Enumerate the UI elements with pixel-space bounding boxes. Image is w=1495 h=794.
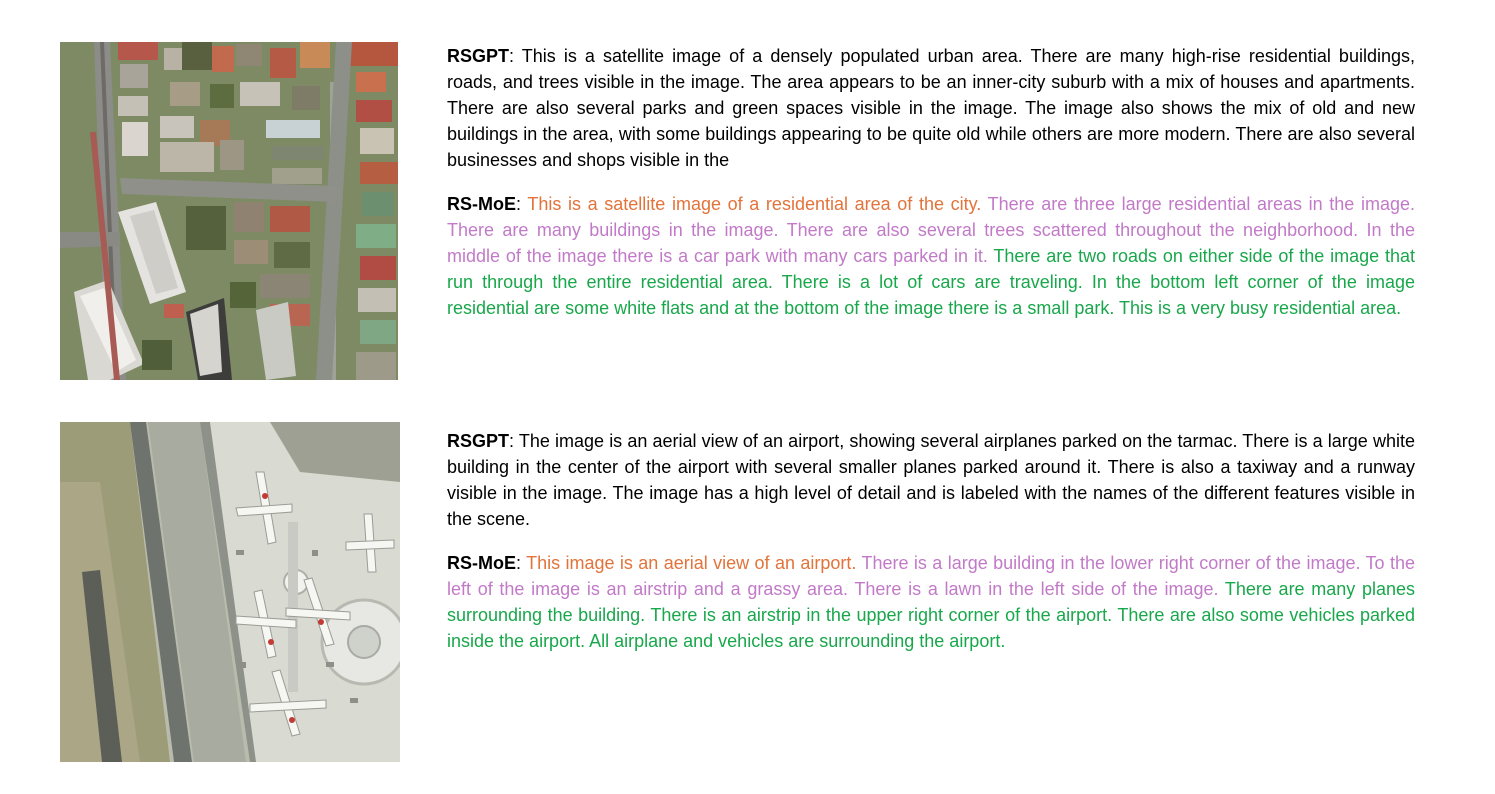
rsgpt-caption — [447, 428, 1415, 532]
model-label: RS-MoE — [447, 194, 516, 214]
model-label: RS-MoE — [447, 553, 516, 573]
model-label: RSGPT — [447, 431, 510, 451]
caption-segment-detail: There are three large residential areas in the image. There are many buildings in the image. There are also several trees scattered throughout the neighborhood. In the middle of the image there is a car park with many cars parked in it. — [447, 194, 1415, 266]
rsgpt-caption — [447, 43, 1415, 173]
caption-text: This is a satellite image of a densely populated urban area. There are many high-rise residential buildings, roads, and trees visible in the image. The area appears to be an inner-city suburb with a mix of houses and apartments. There are also several parks and green spaces visible in the image. The image also shows the mix of old and new buildings in the area, with some buildings appearing to be quite old while others are more modern. There are also several businesses and shops visible in the — [447, 46, 1415, 170]
caption-segment-overview: This is a satellite image of a residential area of the city. — [527, 194, 988, 214]
label-separator: : — [516, 194, 528, 214]
residential-captions — [447, 43, 1415, 321]
airport-captions — [447, 428, 1415, 654]
caption-text: The image is an aerial view of an airport, showing several airplanes parked on the tarmac. There is a large white building in the center of the airport with several smaller planes parked around it. There is also a taxiway and a runway visible in the image. The image has a high level of detail and is labeled with the names of the different features visible in the scene. — [447, 431, 1415, 529]
rsmoe-caption — [447, 191, 1415, 321]
rsmoe-caption — [447, 550, 1415, 654]
model-label: RSGPT — [447, 46, 510, 66]
label-separator: : — [509, 46, 522, 66]
residential-satellite-image — [60, 42, 398, 380]
label-separator: : — [509, 431, 519, 451]
caption-segment-objects: There are many planes surrounding the building. There is an airstrip in the upper right corner of the airport. There are also some vehicles parked inside the airport. All airplane and vehicles are surrounding the airport. — [447, 579, 1416, 651]
label-separator: : — [516, 553, 527, 573]
example-airport — [0, 400, 1495, 794]
caption-segment-objects: There are two roads on either side of the image that run through the entire residential area. There is a lot of cars are traveling. In the bottom left corner of the image residential are some white flats and at the bottom of the image there is a small park. This is a very busy residential area. — [447, 246, 1415, 318]
caption-segment-overview: This image is an aerial view of an airport. — [526, 553, 862, 573]
caption-segment-detail: There is a large building in the lower right corner of the image. To the left of the image is an airstrip and a grassy area. There is a lawn in the left side of the image. — [447, 553, 1415, 599]
airport-aerial-image — [60, 422, 400, 762]
